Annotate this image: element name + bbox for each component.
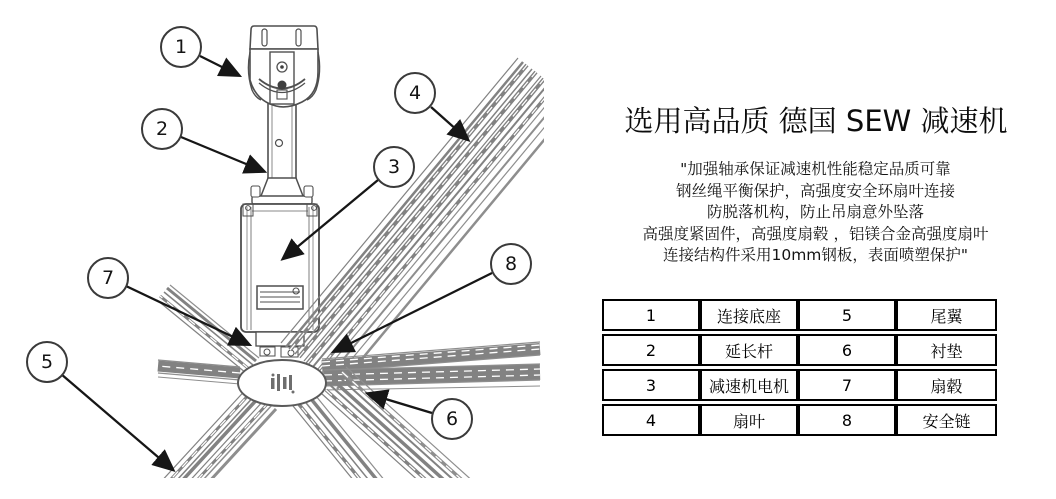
- part-number-cell: 7: [798, 369, 896, 401]
- callout-1: [160, 26, 202, 68]
- part-name-cell: 扇毂: [896, 369, 997, 401]
- part-name-cell: 连接底座: [700, 299, 798, 331]
- description-line: 防脱落机构，防止吊扇意外坠落: [706, 203, 924, 221]
- callout-5: [26, 341, 68, 383]
- part-name-cell: 衬垫: [896, 334, 997, 366]
- gear-motor: [241, 204, 319, 357]
- callout-5-number: 5: [40, 351, 54, 373]
- headline: 选用高品质 德国 SEW 减速机: [624, 104, 1008, 138]
- arrow-to-part-4: [431, 107, 467, 139]
- table-row: [602, 334, 997, 366]
- callout-6: [431, 398, 473, 440]
- callout-2-number: 2: [155, 118, 169, 140]
- part-name-cell: 扇叶: [700, 404, 798, 436]
- callout-4: [394, 72, 436, 114]
- description-line: 高强度紧固件，高强度扇毂 ，铝镁合金高强度扇叶: [642, 224, 989, 243]
- callout-6-number: 6: [445, 408, 459, 430]
- callout-2: [141, 108, 183, 150]
- part-number-cell: 4: [602, 404, 700, 436]
- part-number-cell: 3: [602, 369, 700, 401]
- blade-left: [158, 360, 240, 384]
- callout-1-number: 1: [174, 36, 188, 58]
- arrow-to-part-7: [126, 286, 248, 344]
- mount-bracket: [248, 26, 319, 107]
- description-line: 连接结构件采用10mm钢板，表面喷塑保护": [662, 246, 969, 264]
- fan-hub: [238, 360, 326, 406]
- part-number-cell: 6: [798, 334, 896, 366]
- part-number-cell: 2: [602, 334, 700, 366]
- description-line: "加强轴承保证减速机性能稳定品质可靠: [680, 160, 951, 178]
- callout-3-number: 3: [387, 156, 401, 178]
- table-row: [602, 299, 997, 331]
- table-row: [602, 404, 997, 436]
- parts-table: [602, 296, 997, 439]
- table-row: [602, 369, 997, 401]
- extension-rod: [251, 95, 313, 204]
- part-number-cell: 8: [798, 404, 896, 436]
- arrow-to-part-2: [181, 137, 263, 171]
- part-name-cell: 尾翼: [896, 299, 997, 331]
- callout-7-number: 7: [101, 267, 115, 289]
- callout-7: [87, 257, 129, 299]
- description: [575, 159, 1056, 267]
- arrow-to-part-5: [61, 374, 172, 469]
- part-number-cell: 5: [798, 299, 896, 331]
- part-name-cell: 减速机电机: [700, 369, 798, 401]
- description-line: 钢丝绳平衡保护，高强度安全环扇叶连接: [675, 181, 955, 200]
- part-name-cell: 延长杆: [700, 334, 798, 366]
- callout-4-number: 4: [408, 82, 422, 104]
- arrow-to-part-1: [200, 56, 238, 75]
- callout-8: [490, 243, 532, 285]
- info-panel: [575, 0, 1056, 499]
- part-number-cell: 1: [602, 299, 700, 331]
- part-name-cell: 安全链: [896, 404, 997, 436]
- callout-3: [373, 146, 415, 188]
- callout-8-number: 8: [504, 253, 518, 275]
